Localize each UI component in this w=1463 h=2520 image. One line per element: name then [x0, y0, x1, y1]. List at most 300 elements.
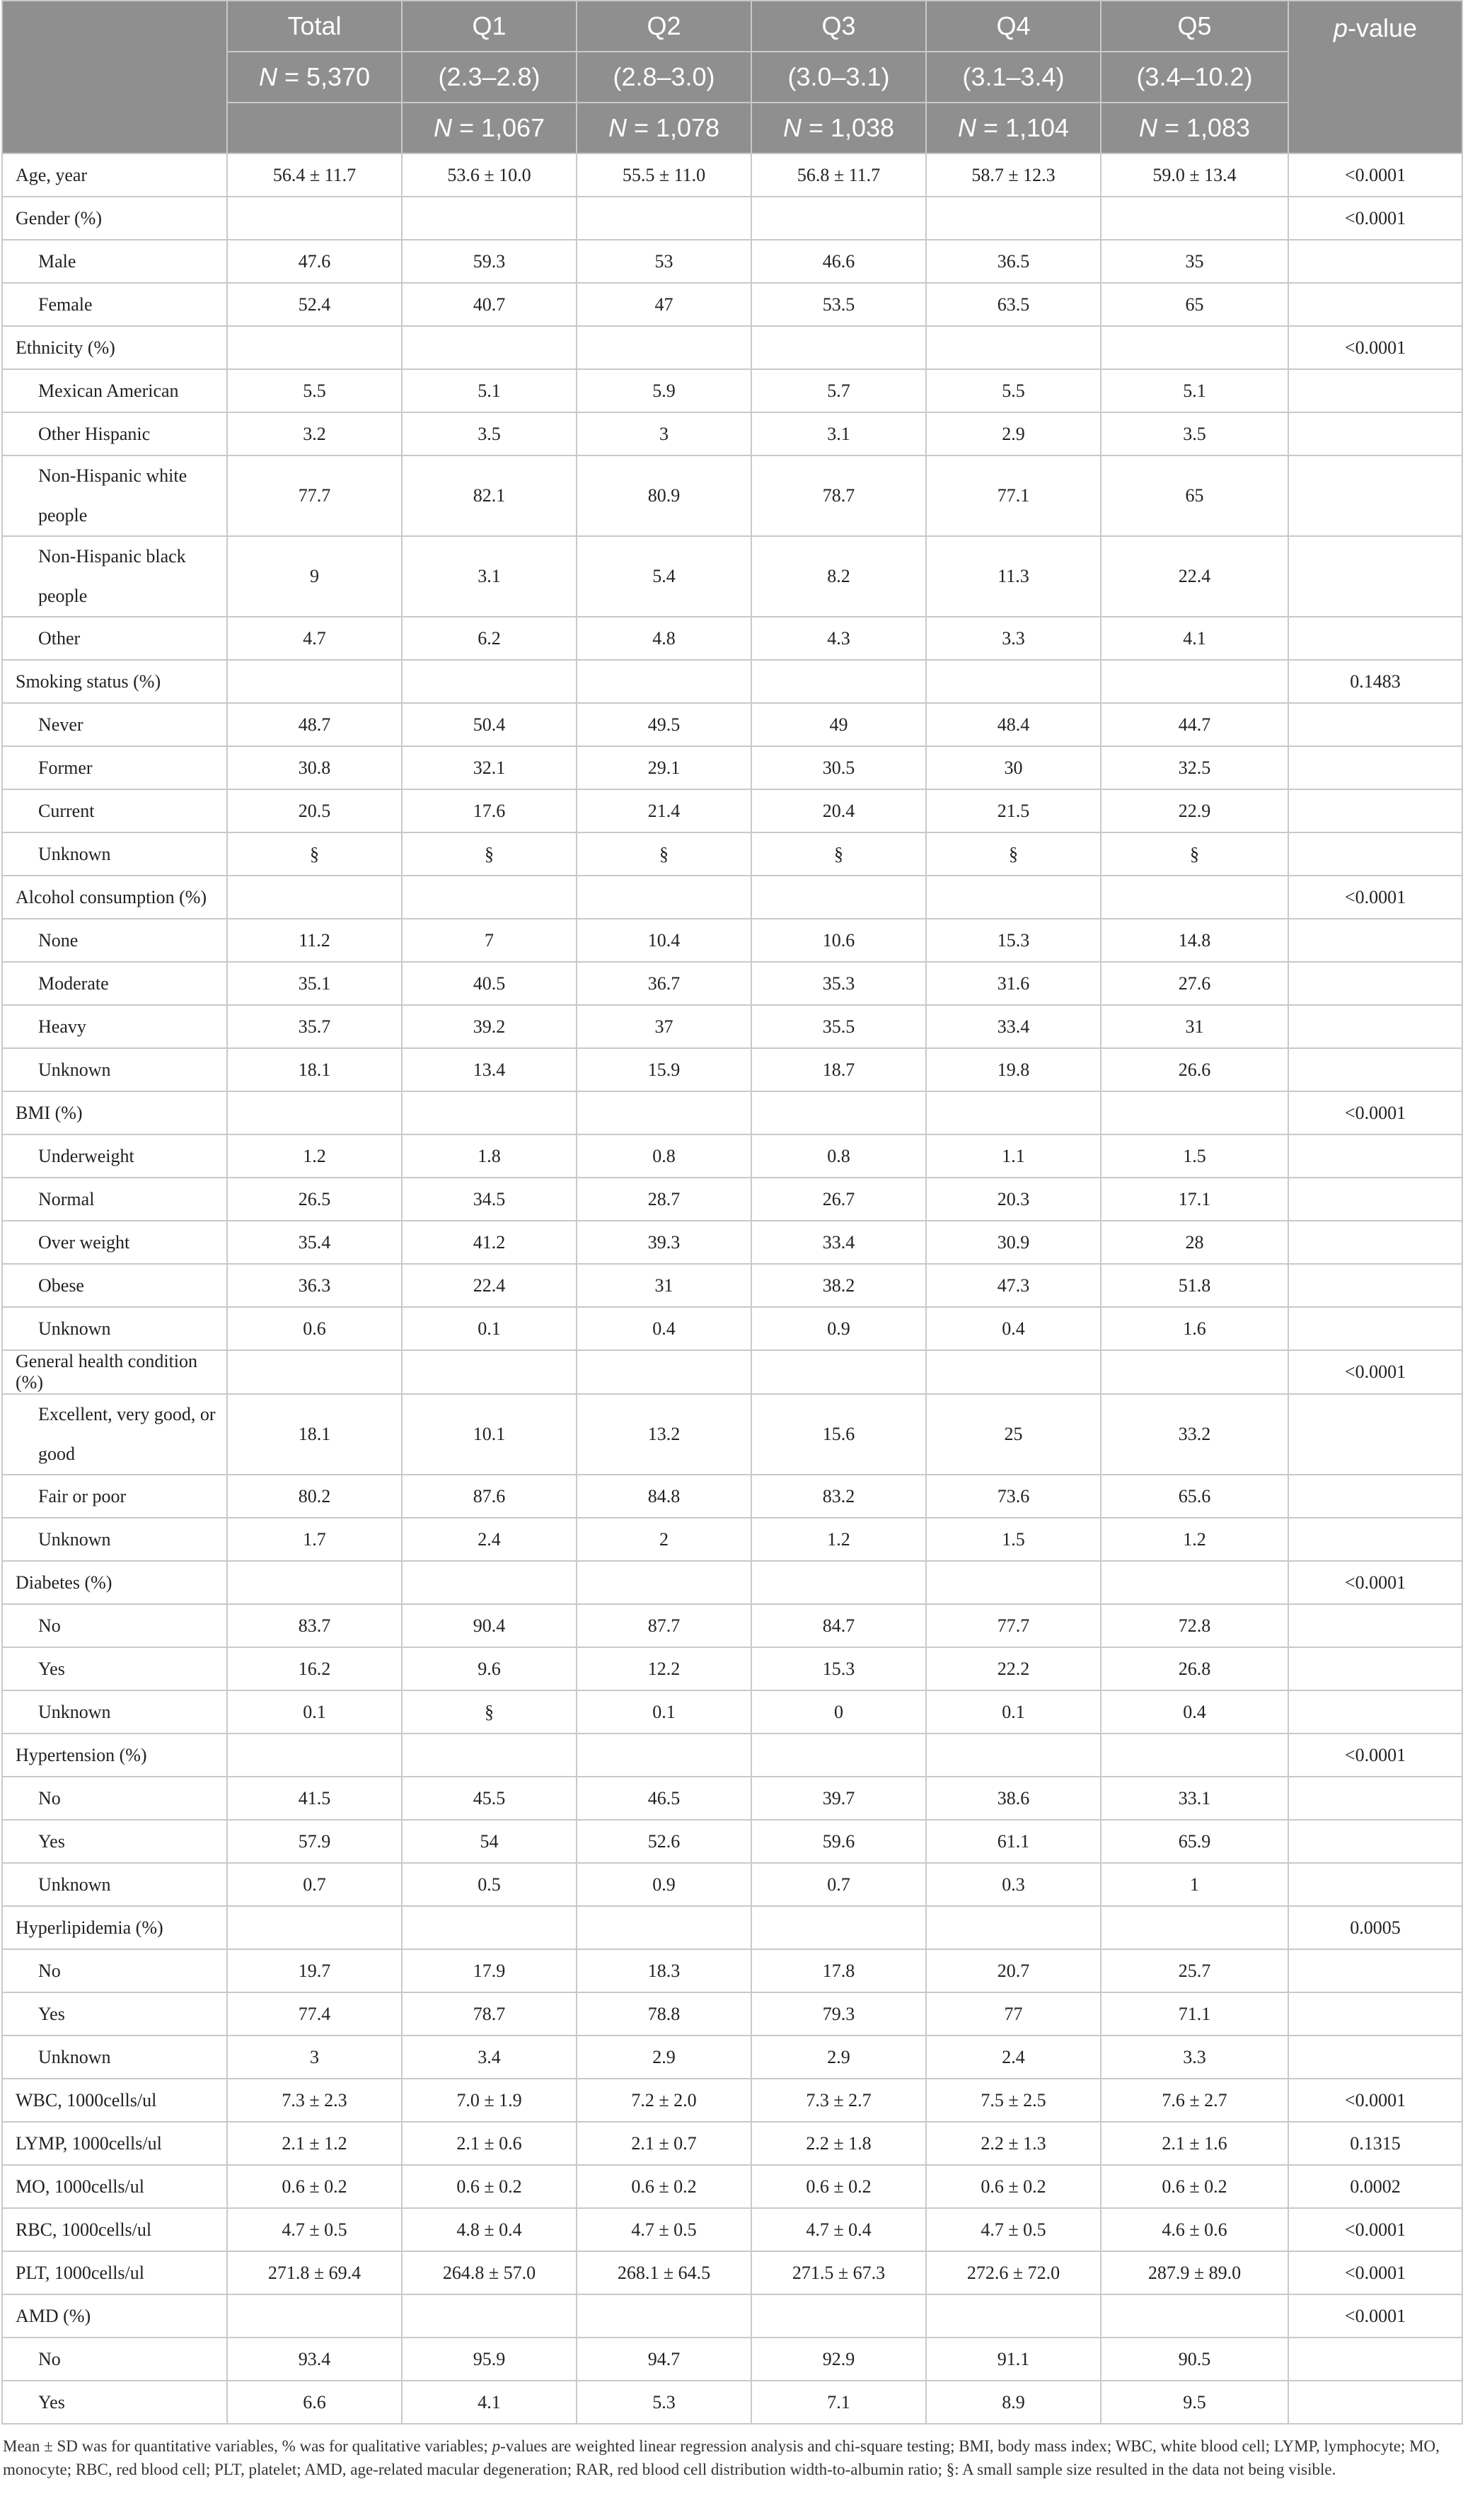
p-value-cell: [1288, 1005, 1462, 1048]
value-cell: 33.4: [926, 1005, 1101, 1048]
row-label: PLT, 1000cells/ul: [2, 2251, 227, 2294]
value-cell: 91.1: [926, 2338, 1101, 2381]
section-row: [2, 1350, 1462, 1394]
value-cell: [926, 326, 1101, 369]
value-cell: 8.9: [926, 2381, 1101, 2424]
table-footnote: Mean ± SD was for quantitative variables, % was for qualitative variables; p-values are weighted linear regression analysis and chi-square testing; BMI, body mass index; WBC, white blood cell; LYMP, lymphocyte; MO, monocyte; RBC, red blood cell; PLT, platelet; AMD, age-related macular degeneration; RAR, red blood cell distribution width-to-albumin ratio; §: A small sample size resulted in the data not being visible.: [3, 2437, 1440, 2478]
value-cell: [402, 326, 577, 369]
value-cell: 3.1: [402, 536, 577, 617]
value-cell: [926, 876, 1101, 919]
section-row: [2, 2294, 1462, 2338]
row-label: BMI (%): [2, 1091, 227, 1134]
header-q3-range: (3.0–3.1): [751, 52, 926, 103]
section-row: [2, 1734, 1462, 1777]
value-cell: 30.9: [926, 1221, 1101, 1264]
value-cell: 65: [1101, 455, 1288, 536]
value-cell: 87.6: [402, 1475, 577, 1518]
table-row: [2, 919, 1462, 962]
row-label: Yes: [2, 1992, 227, 2036]
value-cell: 271.8 ± 69.4: [227, 2251, 402, 2294]
value-cell: 30: [926, 746, 1101, 789]
value-cell: 90.4: [402, 1604, 577, 1647]
value-cell: 48.4: [926, 703, 1101, 746]
p-value-cell: [1288, 1178, 1462, 1221]
row-label: Female: [2, 283, 227, 326]
table-row: [2, 1992, 1462, 2036]
p-value-cell: <0.0001: [1288, 2079, 1462, 2122]
table-row: [2, 1005, 1462, 1048]
row-label: Hyperlipidemia (%): [2, 1906, 227, 1949]
value-cell: 3.3: [1101, 2036, 1288, 2079]
table-row: [2, 2165, 1462, 2208]
p-value-cell: <0.0001: [1288, 2294, 1462, 2338]
row-label: Never: [2, 703, 227, 746]
value-cell: 2.1 ± 1.2: [227, 2122, 402, 2165]
header-q1-title: Q1: [402, 1, 577, 52]
value-cell: 77.7: [227, 455, 402, 536]
value-cell: 0.1: [926, 1690, 1101, 1734]
value-cell: 20.5: [227, 789, 402, 832]
value-cell: 21.5: [926, 789, 1101, 832]
p-value-cell: [1288, 1394, 1462, 1475]
p-value-cell: [1288, 536, 1462, 617]
row-label: Yes: [2, 2381, 227, 2424]
p-value-cell: [1288, 1690, 1462, 1734]
row-label: Yes: [2, 1647, 227, 1690]
p-value-cell: [1288, 369, 1462, 412]
value-cell: 1.1: [926, 1134, 1101, 1178]
value-cell: 47: [577, 283, 751, 326]
table-row: [2, 2208, 1462, 2251]
value-cell: 19.8: [926, 1048, 1101, 1091]
table-row: [2, 746, 1462, 789]
value-cell: [227, 876, 402, 919]
row-label: Other: [2, 617, 227, 660]
value-cell: [227, 1350, 402, 1394]
header-q1-range: (2.3–2.8): [402, 52, 577, 103]
value-cell: 65.9: [1101, 1820, 1288, 1863]
p-value-cell: [1288, 2381, 1462, 2424]
value-cell: 2.9: [926, 412, 1101, 455]
value-cell: 80.9: [577, 455, 751, 536]
value-cell: 26.7: [751, 1178, 926, 1221]
p-value-cell: [1288, 789, 1462, 832]
row-label: No: [2, 2338, 227, 2381]
value-cell: 55.5 ± 11.0: [577, 153, 751, 197]
value-cell: 35: [1101, 240, 1288, 283]
value-cell: 83.2: [751, 1475, 926, 1518]
value-cell: [577, 1561, 751, 1604]
value-cell: 46.5: [577, 1777, 751, 1820]
value-cell: [402, 876, 577, 919]
table-row: [2, 369, 1462, 412]
value-cell: 5.4: [577, 536, 751, 617]
header-q2-n: N = 1,078: [577, 103, 751, 153]
value-cell: 15.9: [577, 1048, 751, 1091]
p-value-cell: [1288, 1992, 1462, 2036]
value-cell: 31.6: [926, 962, 1101, 1005]
value-cell: 2.9: [751, 2036, 926, 2079]
table-row: [2, 153, 1462, 197]
value-cell: 30.5: [751, 746, 926, 789]
value-cell: [751, 1091, 926, 1134]
value-cell: 3.1: [751, 412, 926, 455]
value-cell: 50.4: [402, 703, 577, 746]
value-cell: 11.2: [227, 919, 402, 962]
header-q2-range: (2.8–3.0): [577, 52, 751, 103]
p-value-cell: <0.0001: [1288, 2208, 1462, 2251]
value-cell: 94.7: [577, 2338, 751, 2381]
value-cell: 18.1: [227, 1394, 402, 1475]
value-cell: 5.1: [1101, 369, 1288, 412]
value-cell: 33.1: [1101, 1777, 1288, 1820]
value-cell: 41.5: [227, 1777, 402, 1820]
value-cell: [227, 1906, 402, 1949]
value-cell: 92.9: [751, 2338, 926, 2381]
table-row: [2, 2381, 1462, 2424]
row-label: Alcohol consumption (%): [2, 876, 227, 919]
table-row: [2, 1264, 1462, 1307]
table-row: [2, 962, 1462, 1005]
table-row: [2, 1820, 1462, 1863]
value-cell: [227, 660, 402, 703]
value-cell: 28.7: [577, 1178, 751, 1221]
header-p-value: [1288, 1, 1462, 153]
header-p-italic: p: [1333, 13, 1348, 42]
value-cell: 0.1: [227, 1690, 402, 1734]
value-cell: 78.7: [751, 455, 926, 536]
p-value-cell: [1288, 1475, 1462, 1518]
value-cell: 59.6: [751, 1820, 926, 1863]
p-value-cell: [1288, 617, 1462, 660]
table-row: [2, 1394, 1462, 1475]
section-row: [2, 1091, 1462, 1134]
p-value-cell: [1288, 832, 1462, 876]
value-cell: 0.8: [751, 1134, 926, 1178]
value-cell: 39.3: [577, 1221, 751, 1264]
value-cell: 22.4: [402, 1264, 577, 1307]
row-label: Gender (%): [2, 197, 227, 240]
table-row: [2, 2122, 1462, 2165]
p-value-cell: [1288, 283, 1462, 326]
value-cell: [402, 197, 577, 240]
table-row: [2, 1863, 1462, 1906]
header-q4-title: Q4: [926, 1, 1101, 52]
value-cell: 3.5: [1101, 412, 1288, 455]
value-cell: [227, 1734, 402, 1777]
value-cell: 77: [926, 1992, 1101, 2036]
table-header: [2, 1, 1462, 153]
row-label: Diabetes (%): [2, 1561, 227, 1604]
value-cell: 2.2 ± 1.8: [751, 2122, 926, 2165]
value-cell: 4.8: [577, 617, 751, 660]
row-label: Other Hispanic: [2, 412, 227, 455]
value-cell: 46.6: [751, 240, 926, 283]
value-cell: 59.0 ± 13.4: [1101, 153, 1288, 197]
p-value-cell: [1288, 1221, 1462, 1264]
p-value-cell: [1288, 1264, 1462, 1307]
value-cell: 7.6 ± 2.7: [1101, 2079, 1288, 2122]
value-cell: [402, 1350, 577, 1394]
row-label: No: [2, 1949, 227, 1992]
value-cell: 5.9: [577, 369, 751, 412]
row-label: LYMP, 1000cells/ul: [2, 2122, 227, 2165]
value-cell: 54: [402, 1820, 577, 1863]
table-row: [2, 455, 1462, 536]
section-row: [2, 1561, 1462, 1604]
row-label: Unknown: [2, 1518, 227, 1561]
value-cell: [926, 1906, 1101, 1949]
header-q3-title: Q3: [751, 1, 926, 52]
p-value-cell: <0.0001: [1288, 876, 1462, 919]
p-value-cell: [1288, 1949, 1462, 1992]
value-cell: 0.9: [577, 1863, 751, 1906]
value-cell: 35.4: [227, 1221, 402, 1264]
value-cell: 8.2: [751, 536, 926, 617]
value-cell: 264.8 ± 57.0: [402, 2251, 577, 2294]
value-cell: 26.8: [1101, 1647, 1288, 1690]
value-cell: 0.5: [402, 1863, 577, 1906]
value-cell: 3: [227, 2036, 402, 2079]
table-row: [2, 2079, 1462, 2122]
value-cell: 17.6: [402, 789, 577, 832]
value-cell: [1101, 1561, 1288, 1604]
value-cell: 2: [577, 1518, 751, 1561]
row-label: Yes: [2, 1820, 227, 1863]
value-cell: 2.1 ± 1.6: [1101, 2122, 1288, 2165]
value-cell: 53.5: [751, 283, 926, 326]
value-cell: 0.6 ± 0.2: [577, 2165, 751, 2208]
value-cell: 48.7: [227, 703, 402, 746]
value-cell: 1.5: [926, 1518, 1101, 1561]
table-row: [2, 617, 1462, 660]
value-cell: 13.4: [402, 1048, 577, 1091]
row-label: Over weight: [2, 1221, 227, 1264]
row-label: WBC, 1000cells/ul: [2, 2079, 227, 2122]
value-cell: 73.6: [926, 1475, 1101, 1518]
value-cell: 7.0 ± 1.9: [402, 2079, 577, 2122]
value-cell: 268.1 ± 64.5: [577, 2251, 751, 2294]
value-cell: 9: [227, 536, 402, 617]
value-cell: 10.6: [751, 919, 926, 962]
value-cell: 271.5 ± 67.3: [751, 2251, 926, 2294]
section-row: [2, 1906, 1462, 1949]
p-value-cell: [1288, 2036, 1462, 2079]
value-cell: 32.5: [1101, 746, 1288, 789]
value-cell: [1101, 876, 1288, 919]
value-cell: 35.3: [751, 962, 926, 1005]
table-row: [2, 2036, 1462, 2079]
value-cell: [402, 1561, 577, 1604]
row-label: Non-Hispanic black people: [2, 536, 227, 617]
value-cell: 52.4: [227, 283, 402, 326]
value-cell: 0.6 ± 0.2: [751, 2165, 926, 2208]
p-value-cell: <0.0001: [1288, 2251, 1462, 2294]
p-value-cell: [1288, 1820, 1462, 1863]
value-cell: 82.1: [402, 455, 577, 536]
value-cell: 57.9: [227, 1820, 402, 1863]
value-cell: 1.2: [1101, 1518, 1288, 1561]
value-cell: 0.6 ± 0.2: [926, 2165, 1101, 2208]
value-cell: [1101, 1906, 1288, 1949]
table-row: [2, 536, 1462, 617]
value-cell: 15.3: [926, 919, 1101, 962]
value-cell: 84.8: [577, 1475, 751, 1518]
table-row: [2, 1475, 1462, 1518]
value-cell: 5.1: [402, 369, 577, 412]
value-cell: 79.3: [751, 1992, 926, 2036]
value-cell: 1: [1101, 1863, 1288, 1906]
value-cell: 72.8: [1101, 1604, 1288, 1647]
value-cell: 1.5: [1101, 1134, 1288, 1178]
p-value-cell: <0.0001: [1288, 326, 1462, 369]
value-cell: 3.5: [402, 412, 577, 455]
value-cell: [751, 2294, 926, 2338]
value-cell: 18.3: [577, 1949, 751, 1992]
value-cell: 4.6 ± 0.6: [1101, 2208, 1288, 2251]
value-cell: 13.2: [577, 1394, 751, 1475]
value-cell: 84.7: [751, 1604, 926, 1647]
value-cell: [751, 660, 926, 703]
p-value-cell: [1288, 2338, 1462, 2381]
value-cell: 47.3: [926, 1264, 1101, 1307]
value-cell: 34.5: [402, 1178, 577, 1221]
value-cell: [227, 197, 402, 240]
row-label: Unknown: [2, 1863, 227, 1906]
value-cell: 3.2: [227, 412, 402, 455]
p-value-cell: 0.1315: [1288, 2122, 1462, 2165]
value-cell: 11.3: [926, 536, 1101, 617]
value-cell: 53: [577, 240, 751, 283]
value-cell: 65.6: [1101, 1475, 1288, 1518]
row-label: General health condition (%): [2, 1350, 227, 1394]
value-cell: 59.3: [402, 240, 577, 283]
value-cell: 29.1: [577, 746, 751, 789]
value-cell: 36.3: [227, 1264, 402, 1307]
value-cell: §: [577, 832, 751, 876]
value-cell: 10.4: [577, 919, 751, 962]
value-cell: 0.4: [1101, 1690, 1288, 1734]
table-row: [2, 2251, 1462, 2294]
row-label: Unknown: [2, 1048, 227, 1091]
value-cell: [577, 1350, 751, 1394]
header-q4-n: N = 1,104: [926, 103, 1101, 153]
value-cell: 31: [1101, 1005, 1288, 1048]
table-row: [2, 1604, 1462, 1647]
value-cell: 22.2: [926, 1647, 1101, 1690]
value-cell: 7: [402, 919, 577, 962]
value-cell: [227, 326, 402, 369]
row-label: RBC, 1000cells/ul: [2, 2208, 227, 2251]
p-value-cell: 0.0005: [1288, 1906, 1462, 1949]
value-cell: 4.1: [402, 2381, 577, 2424]
value-cell: 35.7: [227, 1005, 402, 1048]
value-cell: 33.2: [1101, 1394, 1288, 1475]
value-cell: [577, 2294, 751, 2338]
table-row: [2, 1178, 1462, 1221]
value-cell: 45.5: [402, 1777, 577, 1820]
value-cell: 87.7: [577, 1604, 751, 1647]
value-cell: 4.7 ± 0.5: [577, 2208, 751, 2251]
row-label: Unknown: [2, 832, 227, 876]
value-cell: 63.5: [926, 283, 1101, 326]
value-cell: [926, 1350, 1101, 1394]
value-cell: 38.2: [751, 1264, 926, 1307]
table-row: [2, 1777, 1462, 1820]
table-row: [2, 1307, 1462, 1350]
value-cell: 26.6: [1101, 1048, 1288, 1091]
value-cell: 65: [1101, 283, 1288, 326]
table-row: [2, 1647, 1462, 1690]
row-label: Mexican American: [2, 369, 227, 412]
value-cell: 2.9: [577, 2036, 751, 2079]
value-cell: 77.4: [227, 1992, 402, 2036]
value-cell: 5.5: [926, 369, 1101, 412]
value-cell: 31: [577, 1264, 751, 1307]
value-cell: [926, 660, 1101, 703]
value-cell: [1101, 1734, 1288, 1777]
section-row: [2, 660, 1462, 703]
value-cell: 4.3: [751, 617, 926, 660]
p-value-cell: [1288, 1048, 1462, 1091]
value-cell: 39.7: [751, 1777, 926, 1820]
value-cell: 4.1: [1101, 617, 1288, 660]
value-cell: 1.2: [751, 1518, 926, 1561]
value-cell: 19.7: [227, 1949, 402, 1992]
value-cell: [577, 197, 751, 240]
value-cell: §: [751, 832, 926, 876]
p-value-cell: <0.0001: [1288, 153, 1462, 197]
p-value-cell: [1288, 1863, 1462, 1906]
value-cell: §: [402, 1690, 577, 1734]
value-cell: 78.7: [402, 1992, 577, 2036]
row-label: No: [2, 1604, 227, 1647]
p-value-cell: [1288, 703, 1462, 746]
header-q5-range: (3.4–10.2): [1101, 52, 1288, 103]
value-cell: 12.2: [577, 1647, 751, 1690]
value-cell: [1101, 2294, 1288, 2338]
value-cell: 90.5: [1101, 2338, 1288, 2381]
value-cell: 7.2 ± 2.0: [577, 2079, 751, 2122]
value-cell: [227, 1561, 402, 1604]
row-label: Male: [2, 240, 227, 283]
header-q5-n: N = 1,083: [1101, 103, 1288, 153]
value-cell: [227, 2294, 402, 2338]
value-cell: §: [926, 832, 1101, 876]
value-cell: 47.6: [227, 240, 402, 283]
p-value-cell: <0.0001: [1288, 1561, 1462, 1604]
row-label: Heavy: [2, 1005, 227, 1048]
value-cell: [402, 660, 577, 703]
value-cell: 6.6: [227, 2381, 402, 2424]
value-cell: 4.7 ± 0.5: [926, 2208, 1101, 2251]
header-q1-n: N = 1,067: [402, 103, 577, 153]
value-cell: 58.7 ± 12.3: [926, 153, 1101, 197]
value-cell: 16.2: [227, 1647, 402, 1690]
value-cell: 56.8 ± 11.7: [751, 153, 926, 197]
value-cell: 4.7: [227, 617, 402, 660]
table-row: [2, 283, 1462, 326]
table-row: [2, 1690, 1462, 1734]
table-row: [2, 1134, 1462, 1178]
p-value-cell: [1288, 1134, 1462, 1178]
value-cell: 10.1: [402, 1394, 577, 1475]
value-cell: 7.3 ± 2.3: [227, 2079, 402, 2122]
value-cell: 1.2: [227, 1134, 402, 1178]
value-cell: [926, 2294, 1101, 2338]
value-cell: 18.1: [227, 1048, 402, 1091]
value-cell: 0.1: [577, 1690, 751, 1734]
